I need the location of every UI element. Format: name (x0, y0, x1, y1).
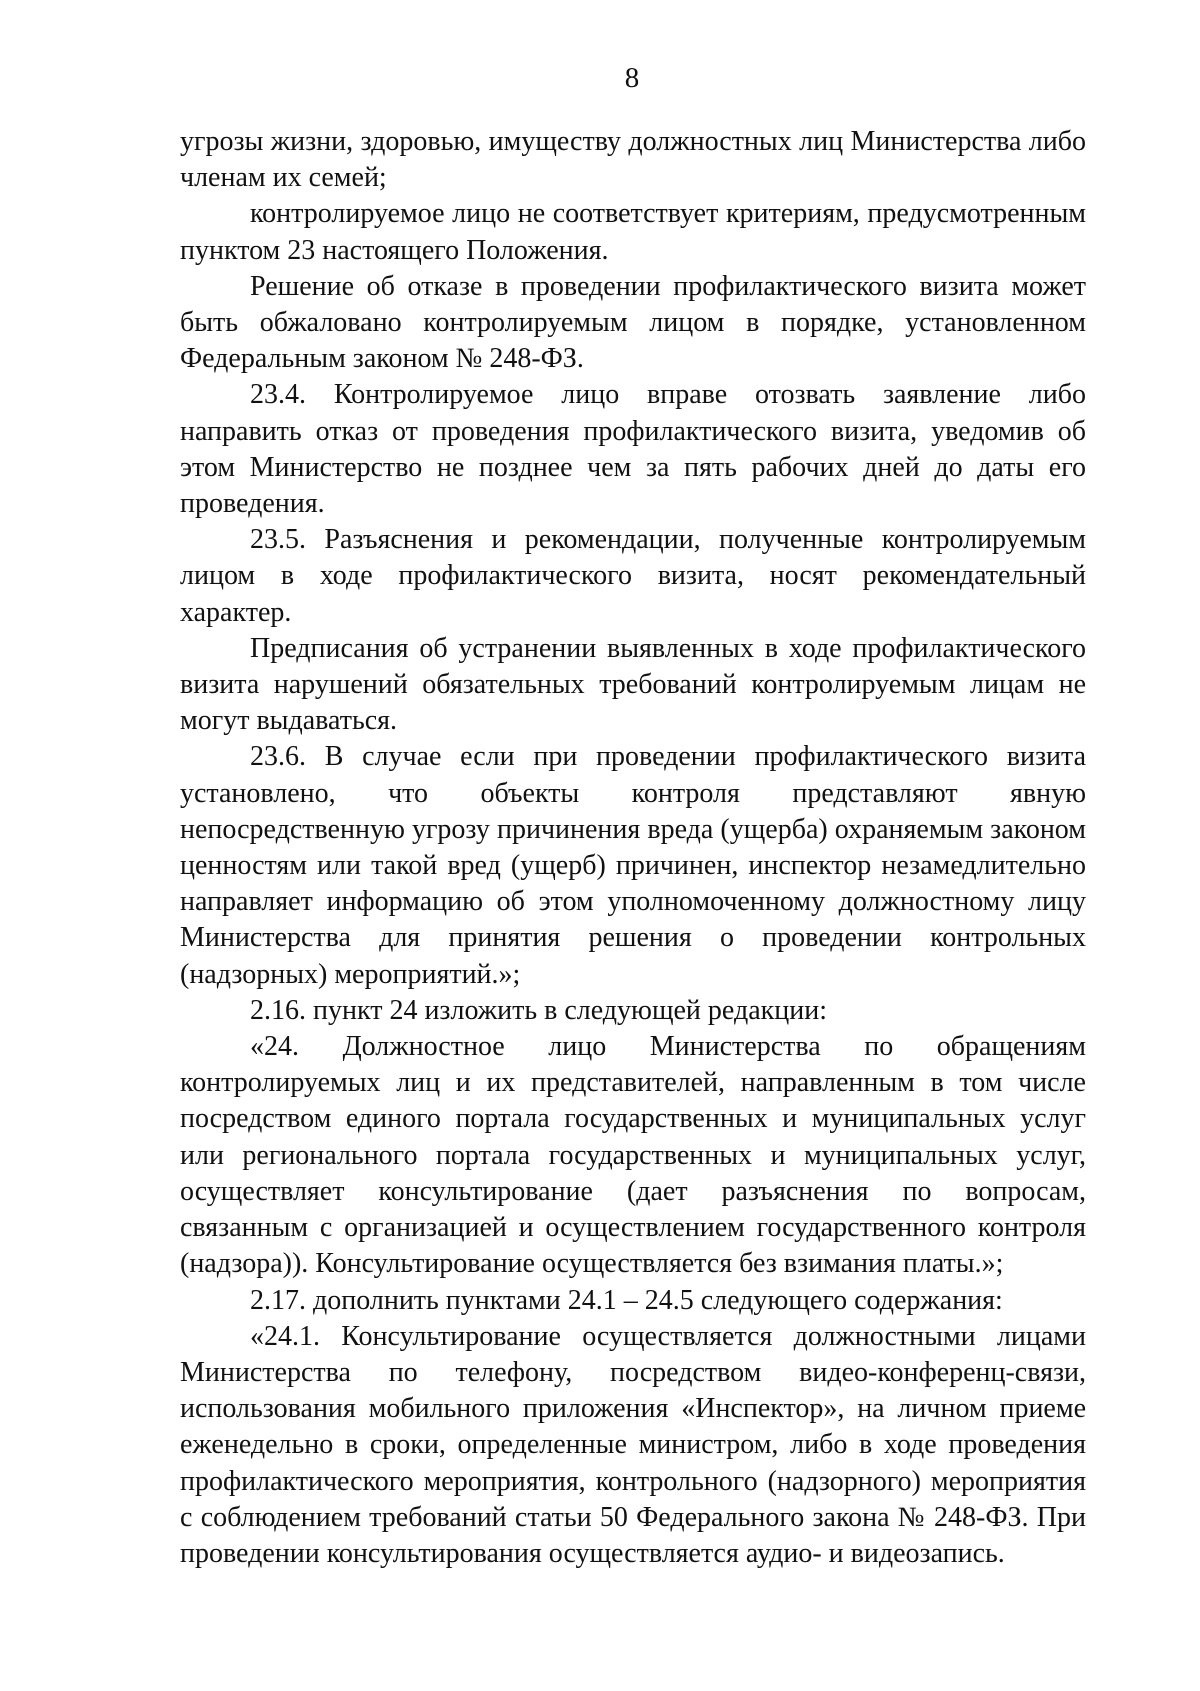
paragraph: Предписания об устранении выявленных в ходе профилактического визита нарушений обязательных требований контролируемым лицам не могут выдаваться. (180, 632, 1086, 737)
paragraph: 2.16. пункт 24 изложить в следующей редакции: (250, 994, 827, 1026)
paragraph: 23.6. В случае если при проведении профилактического визита установлено, что объекты контроля представляют явную непосредственную угрозу причинения вреда (ущерба) охраняемым законом ценностям или такой вред (ущерб) причинен, инспектор незамедлительно направляет информацию об этом уполномоченному должностному лицу Министерства для принятия решения о проведении контрольных (надзорных) мероприятий.»; (180, 741, 1086, 990)
paragraph: контролируемое лицо не соответствует критериям, предусмотренным пунктом 23 настоящего Положения. (180, 198, 1086, 266)
paragraph: 23.4. Контролируемое лицо вправе отозвать заявление либо направить отказ от проведения профилактического визита, уведомив об этом Министерство не позднее чем за пять рабочих дней до даты его проведения. (180, 379, 1086, 520)
paragraph: угрозы жизни, здоровью, имуществу должностных лиц Министерства либо членам их семей; (180, 126, 1086, 194)
paragraph: Решение об отказе в проведении профилактического визита может быть обжаловано контролируемым лицом в порядке, установленном Федеральным законом № 248-ФЗ. (180, 270, 1086, 375)
document-body (180, 124, 1086, 1572)
page-number: 8 (624, 62, 640, 94)
paragraph: 2.17. дополнить пунктами 24.1 – 24.5 следующего содержания: (250, 1284, 1003, 1316)
paragraph: «24. Должностное лицо Министерства по обращениям контролируемых лиц и их представителей, направленным в том числе посредством единого портала государственных и муниципальных услуг или регионального портала государственных и муниципальных услуг, осуществляет консультирование (дает разъяснения по вопросам, связанным с организацией и осуществлением государственного контроля (надзора)). Консультирование осуществляется без взимания платы.»; (180, 1031, 1086, 1280)
paragraph: «24.1. Консультирование осуществляется должностными лицами Министерства по телефону, посредством видео-конференц-связи, использования мобильного приложения «Инспектор», на личном приеме еженедельно в сроки, определенные министром, либо в ходе проведения профилактического мероприятия, контрольного (надзорного) мероприятия с соблюдением требований статьи 50 Федерального закона № 248-ФЗ. При проведении консультирования осуществляется аудио- и видеозапись. (180, 1320, 1086, 1569)
paragraph: 23.5. Разъяснения и рекомендации, полученные контролируемым лицом в ходе профилактического визита, носят рекомендательный характер. (180, 524, 1086, 628)
